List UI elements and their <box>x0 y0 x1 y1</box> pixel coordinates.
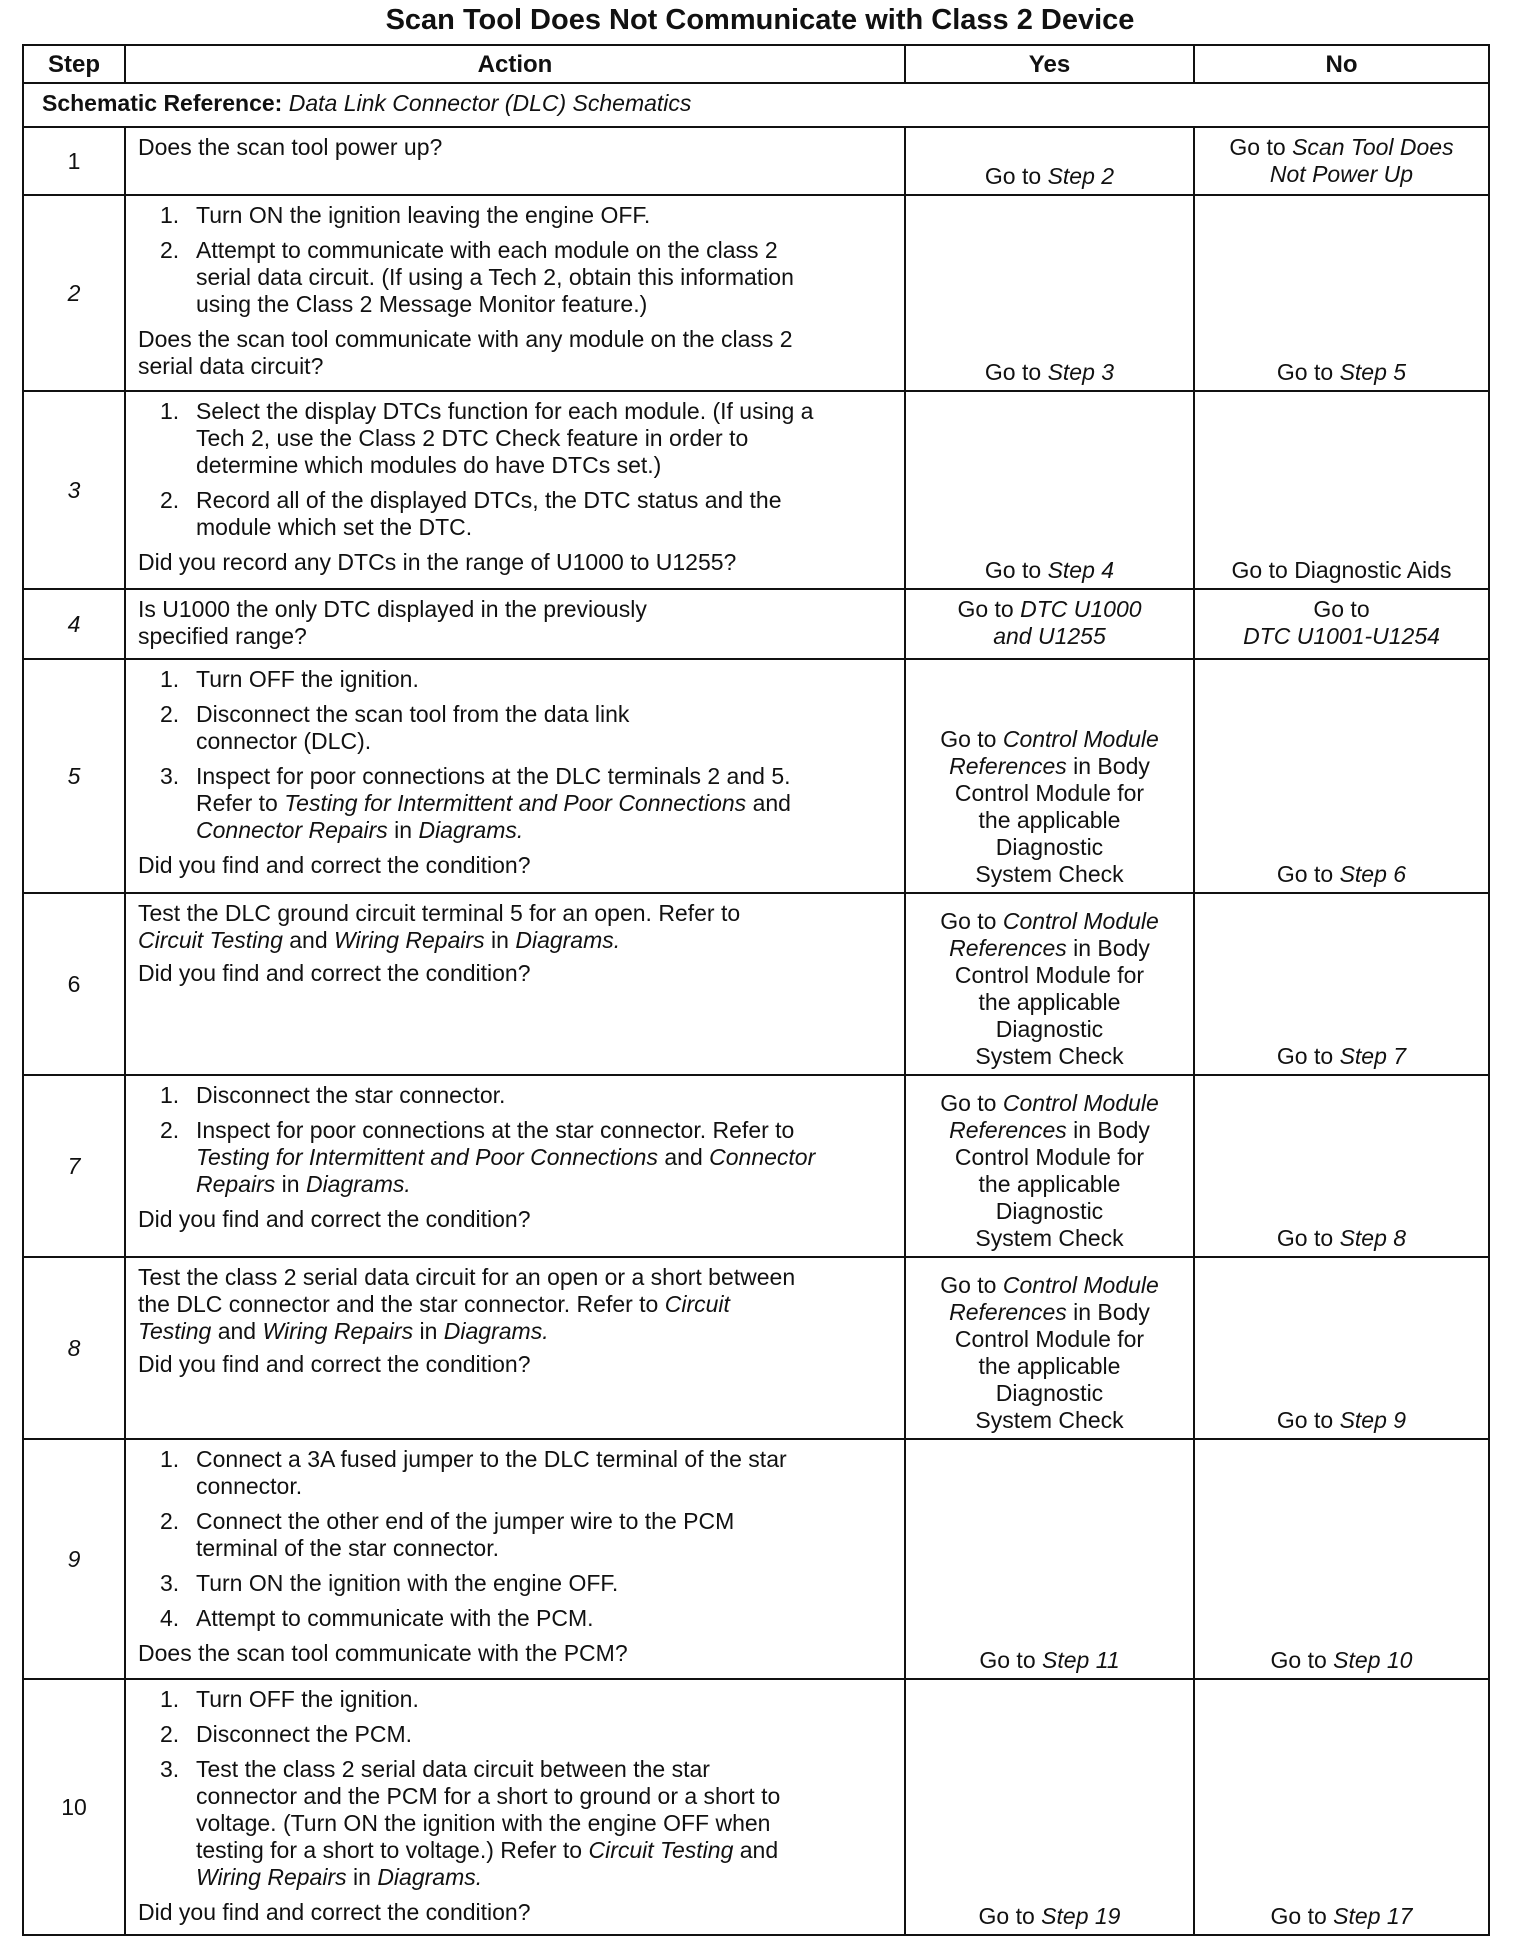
reference-link[interactable]: Testing for Intermittent and Poor Connections <box>284 790 747 816</box>
action-cell <box>125 391 905 589</box>
go-to-text: Go to <box>1276 1043 1334 1069</box>
no-link[interactable] <box>1195 1903 1488 1930</box>
yes-cell <box>905 391 1194 589</box>
go-to-text: in Body <box>1073 935 1150 961</box>
reference-link[interactable]: Wiring Repairs <box>334 927 485 953</box>
list-number: 3. <box>160 763 180 789</box>
instruction-list <box>138 1446 896 1632</box>
no-cell <box>1194 1679 1489 1935</box>
instruction-text: Attempt to communicate with the PCM. <box>196 1605 594 1631</box>
instruction-text: Disconnect the star connector. <box>196 1082 506 1108</box>
step-word: Step <box>1047 359 1095 385</box>
list-item <box>138 202 896 229</box>
list-number: 2. <box>160 1508 180 1534</box>
step-word: Step <box>1339 861 1387 887</box>
target-text: Control Module References <box>949 1090 1159 1143</box>
go-to-text: Go to <box>957 596 1014 622</box>
instruction-text: Inspect for poor connections at the DLC terminals 2 and 5. <box>196 763 791 789</box>
instruction-text: and <box>217 1318 257 1344</box>
page-title: Scan Tool Does Not Communicate with Class 2 Device <box>385 4 1135 36</box>
go-to-text: Go to <box>940 726 997 752</box>
list-item <box>138 763 896 844</box>
question <box>138 596 896 650</box>
table-row <box>23 589 1489 659</box>
instruction-text: the DLC connector and the star connector. Refer to <box>138 1291 659 1317</box>
instruction-text: and <box>289 927 328 953</box>
list-item <box>138 1721 896 1748</box>
reference-link[interactable]: Circuit Testing <box>588 1837 734 1863</box>
instruction-text: in <box>419 1318 438 1344</box>
yes-cell <box>905 1257 1194 1439</box>
go-to-text: Go to <box>984 163 1042 189</box>
no-link[interactable] <box>1195 1407 1488 1434</box>
instruction-text: Record all of the displayed DTCs, the DTC status and the <box>196 487 782 513</box>
go-to-text: Control Module for <box>954 1326 1145 1352</box>
action-cell <box>125 893 905 1075</box>
step-number <box>23 1075 125 1257</box>
question-text: Is U1000 the only DTC displayed in the previously <box>138 596 647 622</box>
question: Does the scan tool power up? <box>138 134 443 160</box>
action-cell <box>125 659 905 893</box>
go-to-text: the applicable <box>978 989 1121 1015</box>
question-text: specified range? <box>138 623 307 649</box>
target-text: Control Module References <box>949 726 1159 779</box>
yes-link[interactable] <box>906 163 1193 190</box>
step-target: 10 <box>1386 1647 1413 1673</box>
yes-cell <box>905 1075 1194 1257</box>
table-row <box>23 1257 1489 1439</box>
step-number <box>23 391 125 589</box>
list-item <box>138 1446 896 1500</box>
instruction-text: connector. <box>196 1473 303 1499</box>
instruction-text: in <box>281 1171 300 1197</box>
target-text: Scan Tool Does <box>1292 134 1454 160</box>
question: Did you find and correct the condition? <box>138 1206 531 1232</box>
go-to-text: Go to <box>1276 1407 1334 1433</box>
reference-link[interactable]: Connector Repairs <box>196 817 388 843</box>
action-cell <box>125 1075 905 1257</box>
step-number <box>23 195 125 391</box>
go-to-text: Go to <box>984 359 1042 385</box>
reference-link[interactable]: Connector <box>709 1144 816 1170</box>
step-word: Step <box>1042 1647 1090 1673</box>
go-to-text: Diagnostic <box>995 1198 1104 1224</box>
list-item <box>138 1508 896 1562</box>
yes-link[interactable] <box>906 557 1193 584</box>
instruction-text: voltage. (Turn ON the ignition with the engine OFF when <box>196 1810 771 1836</box>
step-number-text: 10 <box>61 1793 87 1820</box>
instruction-text: Test the class 2 serial data circuit for an open or a short between <box>138 1264 796 1290</box>
go-to-text: Go to <box>1276 359 1334 385</box>
instruction-list <box>138 1082 896 1198</box>
action-cell <box>125 589 905 659</box>
reference-link[interactable]: Circuit <box>664 1291 730 1317</box>
instruction-text: in <box>491 927 509 953</box>
header-no: No <box>1194 45 1489 83</box>
list-number: 4. <box>160 1605 180 1631</box>
action-cell <box>125 1679 905 1935</box>
go-to-text: Diagnostic <box>995 834 1104 860</box>
instruction-list <box>138 398 896 541</box>
step-target: 3 <box>1101 359 1115 385</box>
instruction-text: Refer to <box>196 790 278 816</box>
go-to-text: the applicable <box>978 1171 1121 1197</box>
instruction-text: and <box>664 1144 703 1170</box>
table-row <box>23 1439 1489 1679</box>
header-row <box>23 45 1489 83</box>
go-to-text: Control Module for <box>954 962 1145 988</box>
yes-link[interactable] <box>906 726 1193 888</box>
instruction-text: Connect a 3A fused jumper to the DLC terminal of the star <box>196 1446 787 1472</box>
schematic-label: Schematic Reference: <box>42 90 283 116</box>
no-link[interactable] <box>1195 359 1488 386</box>
list-item <box>138 487 896 541</box>
step-target: 8 <box>1393 1225 1407 1251</box>
action-cell <box>125 1257 905 1439</box>
step-number <box>23 659 125 893</box>
go-to-text: Go to <box>978 1903 1035 1929</box>
instruction-text: testing for a short to voltage.) Refer to <box>196 1837 583 1863</box>
instruction-text: Inspect for poor connections at the star connector. Refer to <box>196 1117 795 1143</box>
step-target: 17 <box>1386 1903 1413 1929</box>
instruction-text: Turn ON the ignition leaving the engine OFF. <box>196 202 651 228</box>
instruction-text: Test the class 2 serial data circuit between the star <box>196 1756 710 1782</box>
no-cell <box>1194 127 1489 195</box>
target-text: and U1255 <box>993 623 1106 649</box>
no-cell <box>1194 893 1489 1075</box>
reference-link[interactable]: Circuit Testing <box>138 927 283 953</box>
no-cell <box>1194 589 1489 659</box>
step-number-text: 4 <box>67 610 81 637</box>
go-to-text: Go to <box>1276 1225 1334 1251</box>
list-item <box>138 1605 896 1632</box>
step-target: 6 <box>1393 861 1407 887</box>
instruction-text: using the Class 2 Message Monitor feature.) <box>196 291 648 317</box>
yes-link[interactable] <box>906 359 1193 386</box>
step-number-text: 9 <box>67 1545 81 1572</box>
diagnostic-table <box>22 44 1490 1936</box>
go-to-text: in Body <box>1073 1299 1150 1325</box>
instruction-text: Disconnect the PCM. <box>196 1721 413 1747</box>
reference-link[interactable]: Wiring Repairs <box>196 1864 347 1890</box>
no-cell <box>1194 659 1489 893</box>
go-to-text: System Check <box>975 1043 1124 1069</box>
list-item <box>138 1756 896 1891</box>
list-number: 1. <box>160 666 180 692</box>
target-text: Control Module References <box>949 1272 1159 1325</box>
go-to-text: Go to <box>1270 1903 1327 1929</box>
no-link[interactable] <box>1195 1647 1488 1674</box>
step-number <box>23 1257 125 1439</box>
list-number: 3. <box>160 1756 180 1782</box>
step-number-text: 3 <box>67 476 81 503</box>
no-link[interactable]: Go to Diagnostic Aids <box>1231 557 1452 583</box>
go-to-text: Go to <box>979 1647 1036 1673</box>
instruction-text: and <box>752 790 791 816</box>
yes-link[interactable] <box>906 1647 1193 1674</box>
go-to-text: Control Module for <box>954 780 1145 806</box>
question: Did you find and correct the condition? <box>138 1899 531 1925</box>
step-word: Step <box>1339 1043 1387 1069</box>
step-number-text: 5 <box>67 762 81 789</box>
instruction-text: serial data circuit. (If using a Tech 2, obtain this information <box>196 264 794 290</box>
reference-link[interactable]: Diagrams. <box>377 1864 483 1890</box>
instruction-list <box>138 202 896 318</box>
list-number: 2. <box>160 701 180 727</box>
go-to-text: Go to <box>1313 596 1370 622</box>
list-item <box>138 701 896 755</box>
instruction-text: Turn OFF the ignition. <box>196 1686 419 1712</box>
go-to-text: System Check <box>975 861 1124 887</box>
reference-link[interactable]: Diagrams. <box>418 817 524 843</box>
list-number: 1. <box>160 1082 180 1108</box>
go-to-text: Diagnostic <box>995 1380 1104 1406</box>
table-row <box>23 127 1489 195</box>
question: Did you find and correct the condition? <box>138 1351 531 1377</box>
reference-link[interactable]: Wiring Repairs <box>262 1318 414 1344</box>
list-item <box>138 1082 896 1109</box>
no-cell <box>1194 1257 1489 1439</box>
instruction-text: Turn OFF the ignition. <box>196 666 419 692</box>
list-item <box>138 1686 896 1713</box>
no-link[interactable] <box>1195 590 1488 656</box>
step-number-text: 2 <box>67 279 81 306</box>
go-to-text: in Body <box>1073 1117 1150 1143</box>
no-cell <box>1194 391 1489 589</box>
go-to-text: Go to <box>984 557 1042 583</box>
reference-link[interactable]: Repairs <box>196 1171 276 1197</box>
header-action: Action <box>125 45 905 83</box>
header-step: Step <box>23 45 125 83</box>
list-item <box>138 1570 896 1597</box>
go-to-text: Diagnostic <box>995 1016 1104 1042</box>
action-cell <box>125 1439 905 1679</box>
instruction-text: Tech 2, use the Class 2 DTC Check feature in order to <box>196 425 749 451</box>
table-row <box>23 391 1489 589</box>
step-word: Step <box>1339 359 1387 385</box>
no-cell <box>1194 1075 1489 1257</box>
instruction-text: determine which modules do have DTCs set.) <box>196 452 662 478</box>
step-target: 5 <box>1393 359 1407 385</box>
question-text: serial data circuit? <box>138 353 324 379</box>
no-cell <box>1194 195 1489 391</box>
instruction-text: Test the DLC ground circuit terminal 5 for an open. Refer to <box>138 900 741 926</box>
instruction-text: Turn ON the ignition with the engine OFF. <box>196 1570 619 1596</box>
go-to-text: Go to <box>1270 1647 1327 1673</box>
schematic-reference <box>23 83 1489 127</box>
instruction-text: in <box>394 817 413 843</box>
table-row <box>23 195 1489 391</box>
question: Did you find and correct the condition? <box>138 960 531 986</box>
list-number: 1. <box>160 1686 180 1712</box>
go-to-text: Go to <box>940 1272 997 1298</box>
target-text: DTC U1001-U1254 <box>1243 623 1440 649</box>
no-cell <box>1194 1439 1489 1679</box>
yes-cell <box>905 127 1194 195</box>
step-target: 19 <box>1094 1903 1121 1929</box>
step-number <box>23 1439 125 1679</box>
yes-cell <box>905 1679 1194 1935</box>
reference-link[interactable]: Testing for Intermittent and Poor Connections <box>196 1144 658 1170</box>
list-number: 2. <box>160 1117 180 1143</box>
go-to-text: in Body <box>1073 753 1150 779</box>
instruction-text: connector and the PCM for a short to ground or a short to <box>196 1783 781 1809</box>
step-target: 11 <box>1095 1647 1120 1673</box>
yes-link[interactable] <box>906 908 1193 1070</box>
question: Did you find and correct the condition? <box>138 852 531 878</box>
go-to-text: Go to <box>1229 134 1286 160</box>
table-row <box>23 1679 1489 1935</box>
action-cell <box>125 127 905 195</box>
reference-link[interactable]: Testing <box>138 1318 212 1344</box>
list-item <box>138 237 896 318</box>
yes-link[interactable] <box>906 1272 1193 1434</box>
instruction-paragraph <box>138 1264 896 1345</box>
step-target: 2 <box>1101 163 1115 189</box>
header-yes: Yes <box>905 45 1194 83</box>
go-to-text: Go to <box>940 908 997 934</box>
list-number: 1. <box>160 1446 180 1472</box>
instruction-text: Attempt to communicate with each module on the class 2 <box>196 237 778 263</box>
question <box>138 326 896 380</box>
yes-cell <box>905 893 1194 1075</box>
step-target: 7 <box>1393 1043 1407 1069</box>
step-word: Step <box>1041 1903 1089 1929</box>
list-number: 2. <box>160 1721 180 1747</box>
yes-cell <box>905 659 1194 893</box>
instruction-text: connector (DLC). <box>196 728 372 754</box>
schematic-link[interactable]: Data Link Connector (DLC) Schematics <box>288 90 692 116</box>
instruction-text: terminal of the star connector. <box>196 1535 499 1561</box>
instruction-text: Disconnect the scan tool from the data link <box>196 701 630 727</box>
step-word: Step <box>1333 1647 1381 1673</box>
go-to-text: the applicable <box>978 807 1121 833</box>
step-number <box>23 1679 125 1935</box>
step-number <box>23 893 125 1075</box>
yes-cell <box>905 195 1194 391</box>
instruction-text: module which set the DTC. <box>196 514 473 540</box>
list-item <box>138 398 896 479</box>
go-to-text: Go to <box>1276 861 1334 887</box>
instruction-list <box>138 666 896 844</box>
yes-cell <box>905 589 1194 659</box>
action-cell <box>125 195 905 391</box>
schematic-row <box>23 83 1489 127</box>
step-number-text: 8 <box>67 1334 81 1361</box>
target-text: Not Power Up <box>1269 161 1414 187</box>
no-link[interactable] <box>1195 128 1488 194</box>
step-word: Step <box>1047 163 1095 189</box>
list-item <box>138 1117 896 1198</box>
yes-link[interactable] <box>906 1090 1193 1252</box>
yes-link[interactable] <box>906 1903 1193 1930</box>
list-number: 2. <box>160 237 180 263</box>
table-row <box>23 659 1489 893</box>
list-number: 1. <box>160 202 180 228</box>
step-word: Step <box>1047 557 1095 583</box>
list-item <box>138 666 896 693</box>
list-number: 3. <box>160 1570 180 1596</box>
step-number <box>23 127 125 195</box>
no-link[interactable] <box>1195 861 1488 888</box>
question-text: Does the scan tool communicate with any module on the class 2 <box>138 326 793 352</box>
step-word: Step <box>1333 1903 1381 1929</box>
go-to-text: System Check <box>975 1407 1124 1433</box>
instruction-text: Connect the other end of the jumper wire to the PCM <box>196 1508 735 1534</box>
step-number-text: 7 <box>67 1152 81 1179</box>
instruction-paragraph <box>138 900 896 954</box>
instruction-text: and <box>739 1837 779 1863</box>
instruction-list <box>138 1686 896 1891</box>
step-number-text: 1 <box>67 147 81 174</box>
question: Did you record any DTCs in the range of U1000 to U1255? <box>138 549 737 575</box>
go-to-text: the applicable <box>978 1353 1121 1379</box>
table-row <box>23 1075 1489 1257</box>
go-to-text: Go to <box>940 1090 997 1116</box>
reference-link[interactable]: Diagrams. <box>305 1171 411 1197</box>
step-target: 9 <box>1393 1407 1407 1433</box>
list-number: 2. <box>160 487 180 513</box>
step-word: Step <box>1339 1407 1387 1433</box>
step-number-text: 6 <box>67 970 81 997</box>
reference-link[interactable]: Diagrams. <box>443 1318 549 1344</box>
yes-cell <box>905 1439 1194 1679</box>
yes-link[interactable] <box>906 590 1193 656</box>
reference-link[interactable]: Diagrams. <box>515 927 621 953</box>
go-to-text: System Check <box>975 1225 1124 1251</box>
step-word: Step <box>1339 1225 1387 1251</box>
go-to-text: Control Module for <box>954 1144 1145 1170</box>
step-number <box>23 589 125 659</box>
no-link[interactable] <box>1195 1043 1488 1070</box>
target-text: Control Module References <box>949 908 1159 961</box>
question: Does the scan tool communicate with the PCM? <box>138 1640 628 1666</box>
instruction-text: in <box>353 1864 371 1890</box>
instruction-text: Select the display DTCs function for each module. (If using a <box>196 398 814 424</box>
no-link[interactable] <box>1195 1225 1488 1252</box>
list-number: 1. <box>160 398 180 424</box>
table-row <box>23 893 1489 1075</box>
target-text: DTC U1000 <box>1020 596 1142 622</box>
step-target: 4 <box>1101 557 1115 583</box>
